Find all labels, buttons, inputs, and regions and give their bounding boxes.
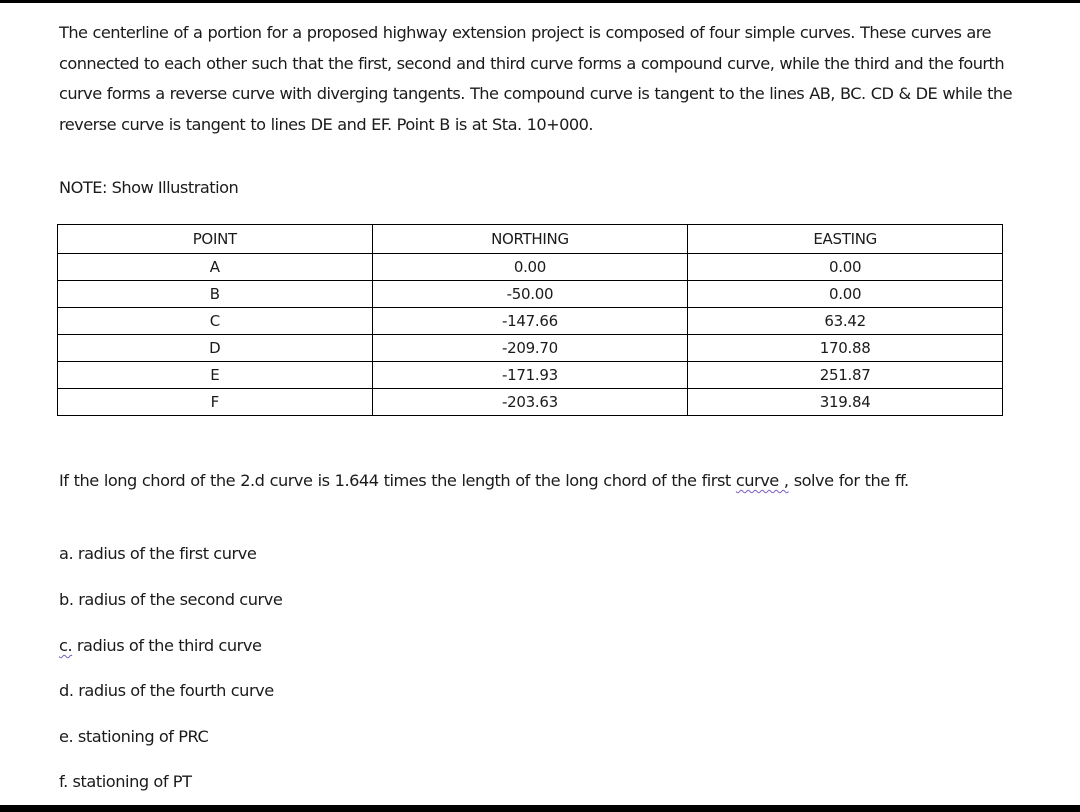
cell-northing: -147.66 <box>372 308 688 335</box>
bottom-border <box>0 805 1080 812</box>
cell-easting: 170.88 <box>688 335 1003 362</box>
cell-easting: 251.87 <box>688 362 1003 389</box>
list-item <box>59 727 208 746</box>
item-letter: e. <box>59 727 74 746</box>
list-item <box>59 636 262 655</box>
cell-point: C <box>58 308 373 335</box>
cell-easting: 0.00 <box>688 281 1003 308</box>
question-text-after: solve for the ff. <box>788 471 909 490</box>
cell-easting: 319.84 <box>688 389 1003 416</box>
list-item <box>59 544 256 563</box>
cell-point: B <box>58 281 373 308</box>
header-point: POINT <box>58 225 373 254</box>
list-item <box>59 772 192 791</box>
list-item <box>59 590 282 609</box>
cell-northing: -171.93 <box>372 362 688 389</box>
list-item <box>59 681 274 700</box>
cell-point: A <box>58 254 373 281</box>
cell-point: D <box>58 335 373 362</box>
table-row <box>58 389 1003 416</box>
cell-point: E <box>58 362 373 389</box>
header-northing: NORTHING <box>372 225 688 254</box>
header-easting: EASTING <box>688 225 1003 254</box>
cell-northing: 0.00 <box>372 254 688 281</box>
spellcheck-flagged-word: curve , <box>735 471 789 490</box>
item-text: radius of the first curve <box>73 544 257 563</box>
cell-easting: 0.00 <box>688 254 1003 281</box>
problem-paragraph: The centerline of a portion for a proposed highway extension project is composed of four simple curves. These curves are connected to each other such that the first, second and third curve forms a compound curve, while the third and the fourth curve forms a reverse curve with diverging tangents. The compound curve is tangent to the lines AB, BC. CD & DE while the reverse curve is tangent to lines DE and EF. Point B is at Sta. 10+000. <box>59 23 1013 134</box>
question-text-before: If the long chord of the 2.d curve is 1.644 times the length of the long chord of the first <box>59 471 736 490</box>
cell-northing: -50.00 <box>372 281 688 308</box>
item-text: stationing of PRC <box>73 727 209 746</box>
coordinates-table <box>57 224 1003 416</box>
table-row <box>58 254 1003 281</box>
item-text: radius of the third curve <box>72 636 262 655</box>
item-letter: d. <box>59 681 74 700</box>
cell-easting: 63.42 <box>688 308 1003 335</box>
table-row <box>58 308 1003 335</box>
question-text <box>59 467 1019 494</box>
table-row <box>58 335 1003 362</box>
table-row <box>58 362 1003 389</box>
top-border <box>0 0 1080 3</box>
table-header-row <box>58 225 1003 254</box>
item-letter: a. <box>59 544 74 563</box>
cell-northing: -209.70 <box>372 335 688 362</box>
cell-northing: -203.63 <box>372 389 688 416</box>
item-text: radius of the second curve <box>73 590 283 609</box>
item-letter: b. <box>59 590 74 609</box>
table-row <box>58 281 1003 308</box>
cell-point: F <box>58 389 373 416</box>
item-text: stationing of PT <box>67 772 192 791</box>
item-text: radius of the fourth curve <box>73 681 274 700</box>
item-letter: f. <box>59 772 68 791</box>
note-text: NOTE: Show Illustration <box>59 178 239 197</box>
item-letter: c. <box>59 636 73 655</box>
